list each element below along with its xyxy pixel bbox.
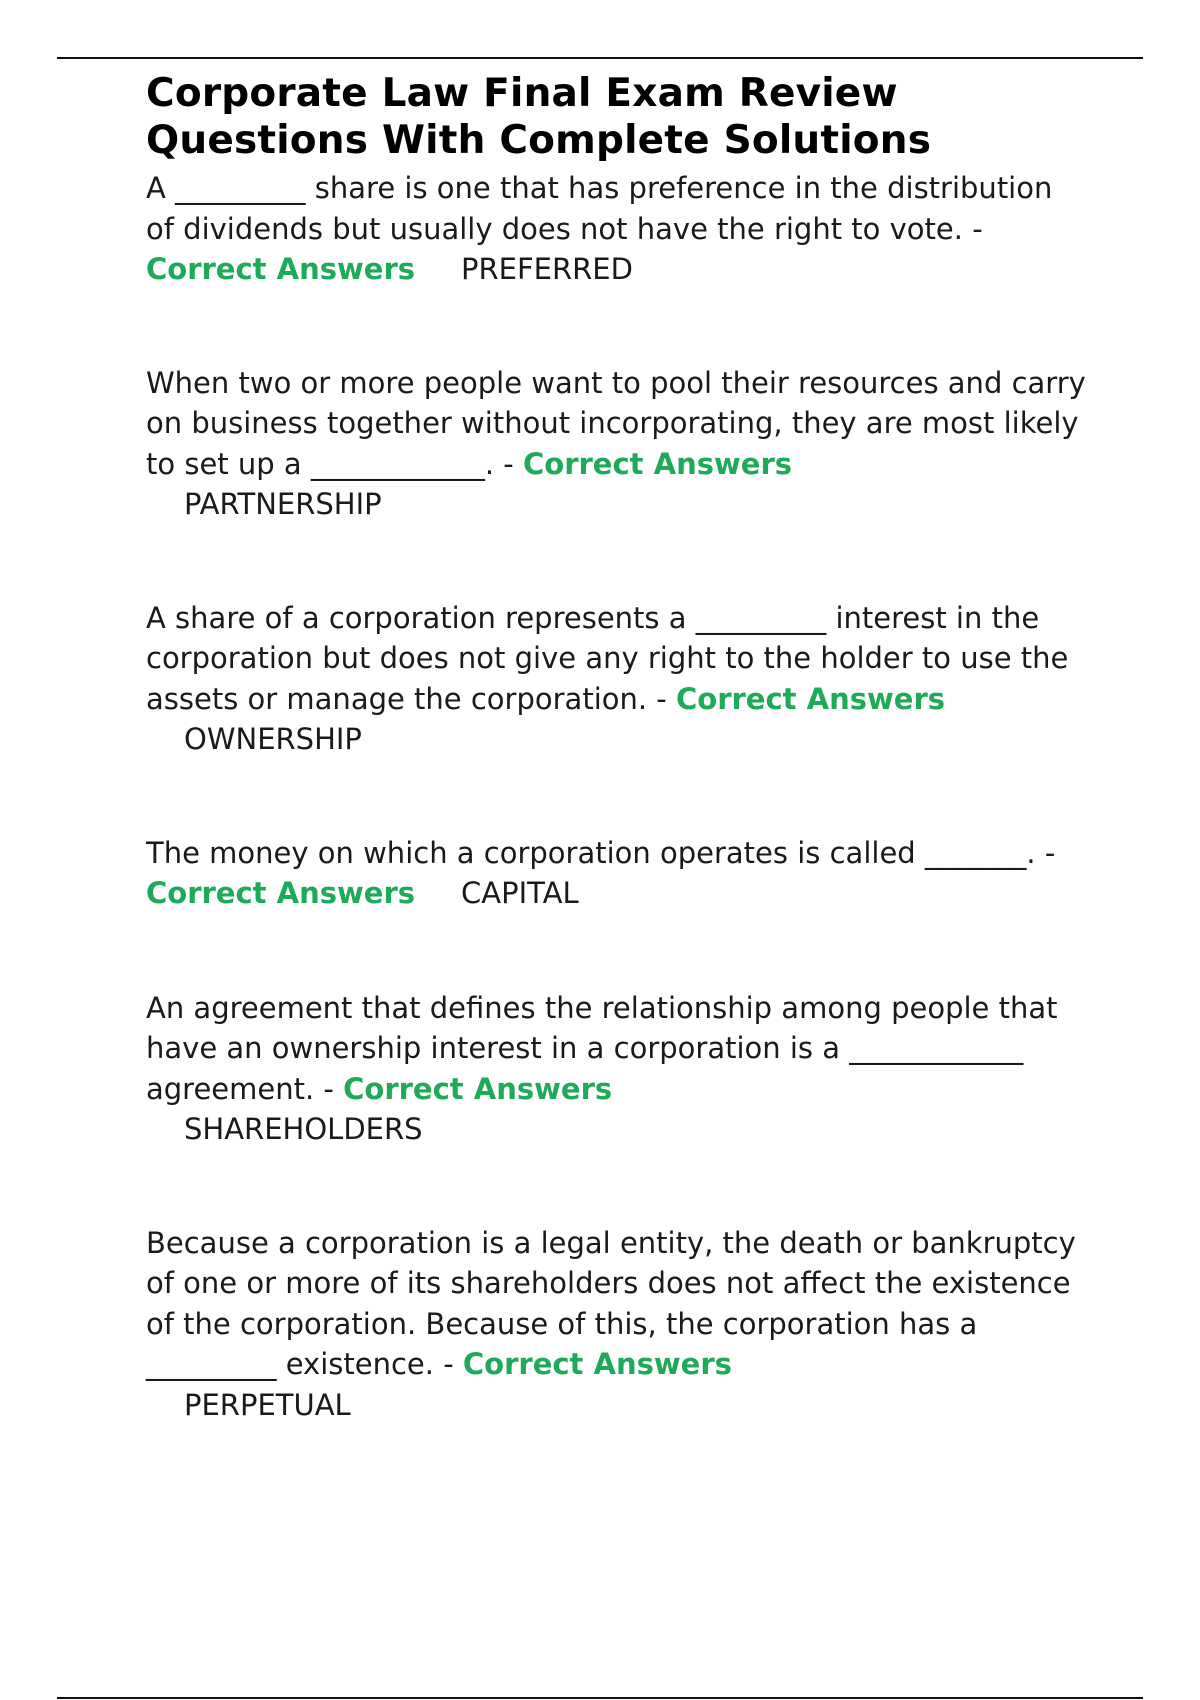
question-text: A share of a corporation represents a _________ interest in the corporation but does not give any right to the holder to use the assets or manage the corporation.	[146, 600, 1069, 716]
answer-text: PREFERRED	[461, 252, 633, 286]
top-divider	[57, 57, 1143, 59]
separator: -	[494, 446, 523, 481]
separator: -	[962, 211, 983, 246]
correct-answers-label: Correct Answers	[146, 252, 416, 286]
qa-item	[146, 988, 1086, 1150]
correct-answers-label: Correct Answers	[343, 1071, 613, 1106]
answer-text: SHAREHOLDERS	[184, 1112, 423, 1146]
qa-item	[146, 598, 1086, 760]
question-text: An agreement that defines the relationship among people that have an ownership interest in a corporation is a ____________ agreement.	[146, 990, 1058, 1106]
answer-text: OWNERSHIP	[184, 722, 362, 756]
document-title: Corporate Law Final Exam Review Questions With Complete Solutions	[146, 71, 932, 163]
separator: -	[433, 1347, 463, 1381]
qa-item	[146, 363, 1086, 525]
correct-answers-label: Correct Answers	[523, 446, 793, 481]
separator: -	[314, 1071, 344, 1106]
correct-answers-label: Correct Answers	[146, 876, 416, 910]
qa-item	[146, 1223, 1086, 1426]
document-body	[146, 70, 1086, 1425]
question-text: When two or more people want to pool their resources and carry on business together without incorporating, they are most likely to set up a ____________.	[146, 365, 1086, 481]
answer-text: PERPETUAL	[184, 1387, 351, 1422]
answer-text: CAPITAL	[461, 876, 579, 910]
answer-text: PARTNERSHIP	[184, 487, 382, 521]
question-text: Because a corporation is a legal entity, the death or bankruptcy of one or more of its shareholders does not affect the existence of the corporation. Because of this, the corporation has a _________ existence.	[146, 1225, 1076, 1381]
separator: -	[1035, 835, 1056, 870]
correct-answers-label: Correct Answers	[676, 681, 946, 716]
bottom-divider	[57, 1697, 1143, 1699]
question-text: A _________ share is one that has preference in the distribution of dividends but usually does not have the right to vote.	[146, 171, 1053, 246]
qa-item	[146, 168, 1086, 290]
correct-answers-label: Correct Answers	[462, 1347, 732, 1381]
qa-item	[146, 833, 1086, 914]
separator: -	[647, 681, 676, 716]
question-text: The money on which a corporation operates is called _______.	[146, 835, 1036, 870]
